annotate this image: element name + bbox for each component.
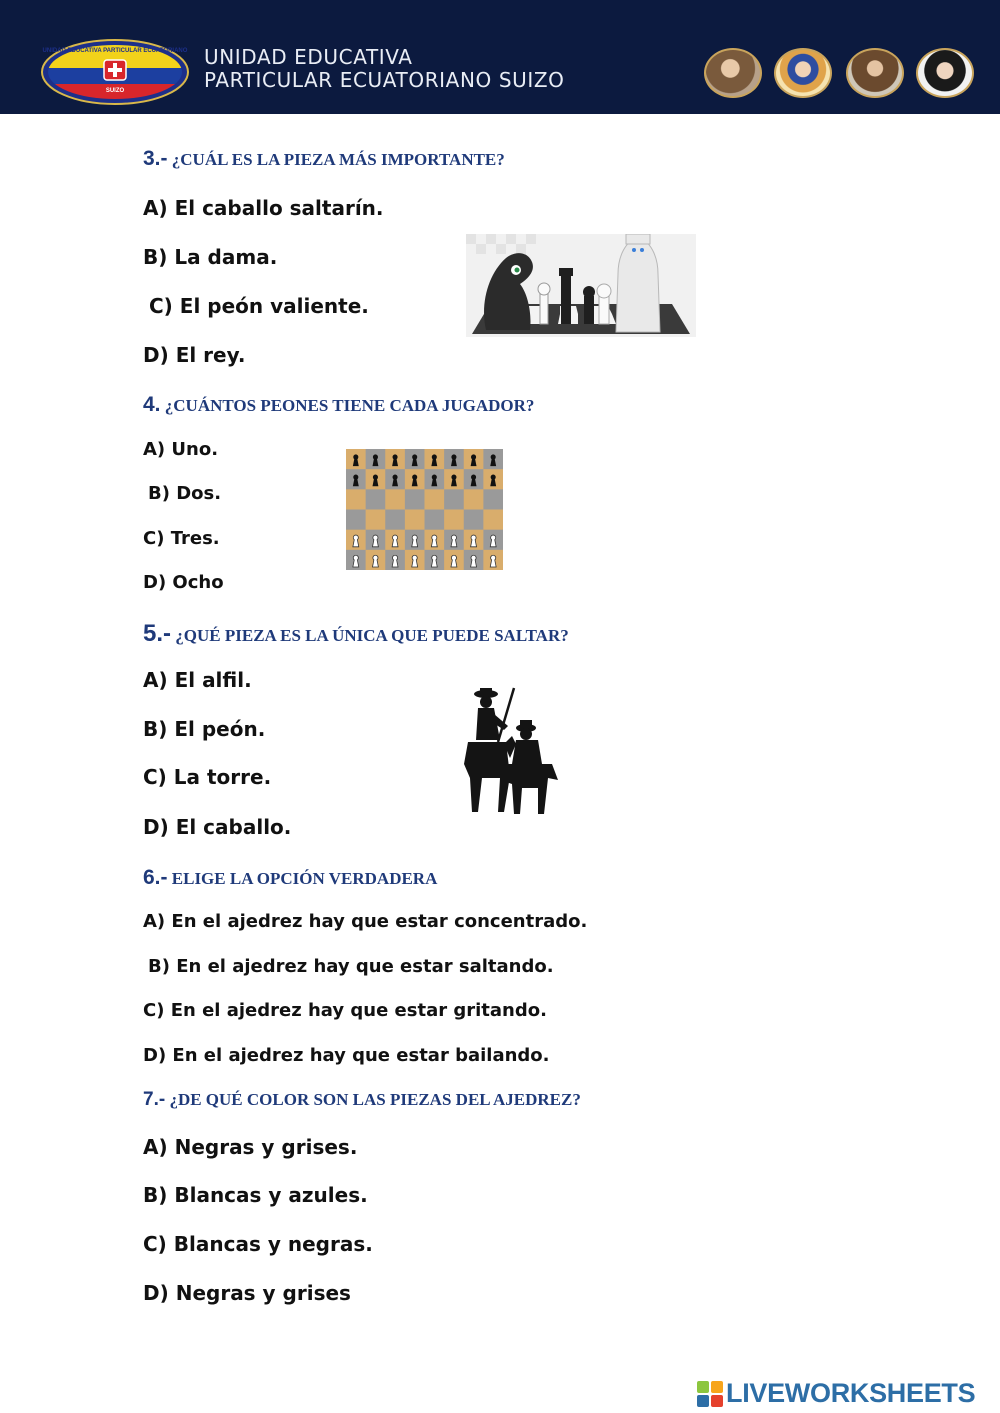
question-5-option-b[interactable]: B) El peón. — [143, 717, 266, 741]
liveworksheets-mark-icon — [697, 1381, 723, 1407]
question-6-option-d[interactable]: D) En el ajedrez hay que estar bailando. — [143, 1045, 550, 1066]
question-5-option-a[interactable]: A) El alfil. — [143, 668, 252, 692]
liveworksheets-brand: LIVEWORKSHEETS — [726, 1378, 976, 1408]
question-7-option-b[interactable]: B) Blancas y azules. — [143, 1183, 368, 1207]
chess-pieces-image — [466, 234, 696, 337]
question-7-option-d[interactable]: D) Negras y grises — [143, 1281, 351, 1305]
question-6-option-a[interactable]: A) En el ajedrez hay que estar concentrado. — [143, 911, 588, 932]
question-4-option-a[interactable]: A) Uno. — [143, 439, 219, 460]
question-3-option-c[interactable]: C) El peón valiente. — [149, 294, 369, 318]
question-7-title: 7.- ¿DE QUÉ COLOR SON LAS PIEZAS DEL AJEDREZ? — [143, 1089, 581, 1110]
question-3-option-a[interactable]: A) El caballo saltarín. — [143, 196, 384, 220]
nun-portrait-icon — [916, 48, 974, 98]
question-7-option-c[interactable]: C) Blancas y negras. — [143, 1232, 373, 1256]
question-5-title: 5.- ¿QUÉ PIEZA ES LA ÚNICA QUE PUEDE SALTAR? — [143, 620, 569, 647]
question-6-option-b[interactable]: B) En el ajedrez hay que estar saltando. — [148, 956, 554, 977]
saint-portrait-icon — [704, 48, 762, 98]
question-4-option-b[interactable]: B) Dos. — [148, 483, 222, 504]
friar-portrait-icon — [846, 48, 904, 98]
question-6-title: 6.- ELIGE LA OPCIÓN VERDADERA — [143, 866, 438, 889]
question-7-option-a[interactable]: A) Negras y grises. — [143, 1135, 358, 1159]
question-4-option-c[interactable]: C) Tres. — [143, 528, 220, 549]
svg-text:SUIZO: SUIZO — [105, 88, 125, 94]
question-5-option-d[interactable]: D) El caballo. — [143, 815, 292, 839]
question-4-title: 4. ¿CUÁNTOS PEONES TIENE CADA JUGADOR? — [143, 393, 535, 416]
school-name-line-2: PARTICULAR ECUATORIANO SUIZO — [204, 68, 565, 92]
virgin-portrait-icon — [774, 48, 832, 98]
chessboard-pawns-image — [346, 449, 503, 570]
question-3-option-b[interactable]: B) La dama. — [143, 245, 278, 269]
question-3-title: 3.- ¿CUÁL ES LA PIEZA MÁS IMPORTANTE? — [143, 147, 505, 170]
horse-riders-silhouette-image — [460, 684, 562, 818]
school-header — [0, 0, 1000, 114]
question-4-option-d[interactable]: D) Ocho — [143, 572, 224, 593]
school-name-line-1: UNIDAD EDUCATIVA — [204, 45, 413, 69]
question-6-option-c[interactable]: C) En el ajedrez hay que estar gritando. — [143, 1000, 547, 1021]
question-5-option-c[interactable]: C) La torre. — [143, 765, 272, 789]
school-name — [204, 46, 565, 92]
svg-text:UNIDAD EDUCATIVA PARTICULAR EC: UNIDAD EDUCATIVA PARTICULAR ECUATORIANO — [42, 48, 188, 54]
question-3-option-d[interactable]: D) El rey. — [143, 343, 246, 367]
school-logo — [40, 38, 190, 106]
